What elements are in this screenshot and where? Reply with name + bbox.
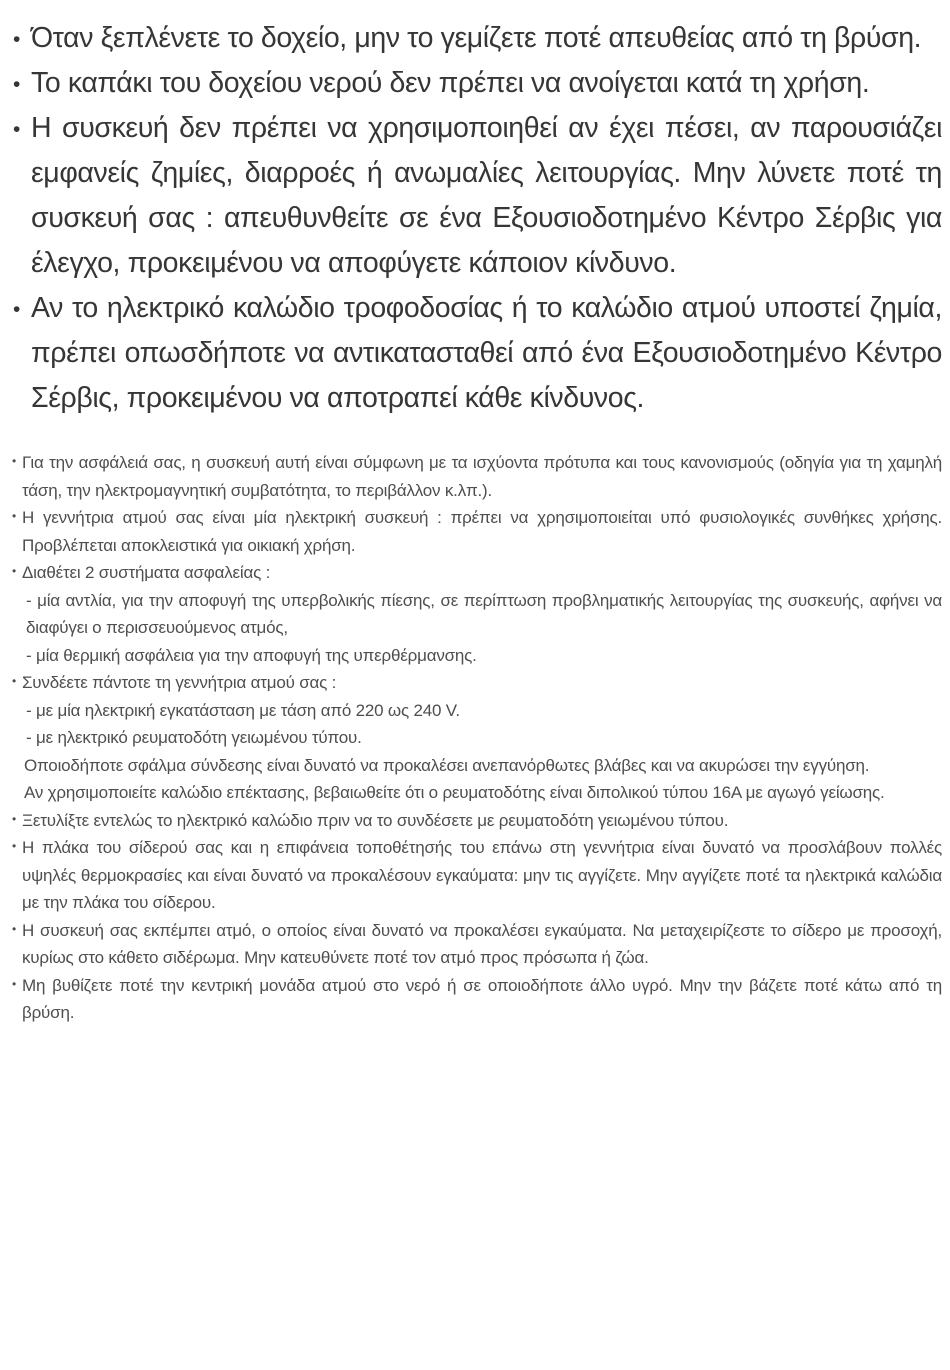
safety-note-text: Για την ασφάλειά σας, η συσκευή αυτή είναι σύμφωνη με τα ισχύοντα πρότυπα και τους κανονισμούς (οδηγία για τη χαμηλή τάση, την ηλεκτρομαγνητική συμβατότητα, το περιβάλλον κ.λπ.).	[22, 453, 942, 500]
safety-note	[12, 834, 942, 917]
safety-note	[12, 917, 942, 972]
safety-note-sub-item	[12, 587, 942, 642]
safety-warnings-section	[12, 16, 942, 421]
safety-note-text: Συνδέετε πάντοτε τη γεννήτρια ατμού σας :	[22, 673, 337, 692]
safety-note-sub-item	[12, 642, 942, 670]
safety-note-text: - με μία ηλεκτρική εγκατάσταση με τάση από 220 ως 240 V.	[26, 700, 460, 720]
bullet-marker: •	[12, 811, 17, 826]
bullet-marker: •	[13, 298, 21, 321]
bullet-marker: •	[13, 28, 21, 51]
safety-note-text: Διαθέτει 2 συστήματα ασφαλείας :	[22, 563, 271, 582]
safety-note-text: Αν χρησιμοποιείτε καλώδιο επέκτασης, βεβαιωθείτε ότι ο ρευματοδότης είναι διπολικού τύπου 16A με αγωγό γείωσης.	[24, 783, 885, 802]
bullet-marker: •	[12, 674, 17, 688]
safety-warning-item	[12, 61, 942, 106]
bullet-marker: •	[12, 564, 17, 578]
safety-note-sub-item	[12, 724, 942, 752]
safety-note-text: Οποιοδήποτε σφάλμα σύνδεσης είναι δυνατό να προκαλέσει ανεπανόρθωτες βλάβες και να ακυρώσει την εγγύηση.	[24, 755, 870, 775]
bullet-marker: •	[12, 976, 17, 991]
safety-note-text: Η συσκευή σας εκπέμπει ατμό, ο οποίος είναι δυνατό να προκαλέσει εγκαύματα. Να μεταχειρίζεστε το σίδερο με προσοχή, κυρίως στο κάθετο σιδέρωμα. Μην κατευθύνετε ποτέ τον ατμό προς πρόσωπα ή ζώα.	[22, 920, 942, 967]
safety-note-text: Η γεννήτρια ατμού σας είναι μία ηλεκτρική συσκευή : πρέπει να χρησιμοποιείται υπό φυσιολογικές συνθήκες χρήσης. Προβλέπεται αποκλειστικά για οικιακή χρήση.	[22, 508, 942, 555]
bullet-marker: •	[13, 118, 21, 141]
safety-warning-text: Η συσκευή δεν πρέπει να χρησιμοποιηθεί αν έχει πέσει, αν παρουσιάζει εμφανείς ζημίες, διαρροές ή ανωμαλίες λειτουργίας. Μην λύνετε ποτέ τη συσκευή σας : απευθυνθείτε σε ένα Εξουσιοδοτημένο Κέντρο Σέρβις για έλεγχο, προκειμένου να αποφύγετε κάποιον κίνδυνο.	[31, 112, 942, 279]
bullet-marker: •	[12, 839, 17, 853]
safety-note	[12, 449, 942, 504]
safety-note-text: - μία αντλία, για την αποφυγή της υπερβολικής πίεσης, σε περίπτωση προβληματικής λειτουργίας της συσκευής, αφήνει να διαφύγει ο περισσευούμενος ατμός,	[26, 590, 942, 637]
bullet-marker: •	[12, 454, 17, 468]
safety-warning-item	[12, 106, 942, 286]
safety-warning-item	[12, 16, 942, 61]
safety-note-continuation	[12, 779, 942, 807]
safety-note-text: Μη βυθίζετε ποτέ την κεντρική μονάδα ατμού στο νερό ή σε οποιοδήποτε άλλο υγρό. Μην την βάζετε ποτέ κάτω από τη βρύση.	[22, 975, 942, 1022]
safety-note	[12, 807, 942, 835]
safety-note-text: Η πλάκα του σίδερού σας και η επιφάνεια τοποθέτησής του επάνω στη γεννήτρια είναι δυνατό να προσλάβουν πολλές υψηλές θερμοκρασίες και είναι δυνατό να προκαλέσουν εγκαύματα: μην τις αγγίζετε. Μην αγγίζετε ποτέ τα ηλεκτρικά καλώδια με την πλάκα του σίδερου.	[22, 838, 942, 912]
bullet-marker: •	[12, 921, 17, 936]
safety-note-text: Ξετυλίξτε εντελώς το ηλεκτρικό καλώδιο πριν να το συνδέσετε με ρευματοδότη γειωμένου τύπου.	[22, 810, 729, 830]
safety-warning-text: Όταν ξεπλένετε το δοχείο, μην το γεμίζετε ποτέ απευθείας από τη βρύση.	[31, 22, 922, 54]
safety-note	[12, 669, 942, 697]
safety-note	[12, 504, 942, 559]
safety-note-continuation	[12, 752, 942, 780]
safety-note	[12, 559, 942, 587]
safety-note-sub-item	[12, 697, 942, 725]
safety-note-text: - με ηλεκτρικό ρευματοδότη γειωμένου τύπου.	[26, 728, 362, 747]
safety-warning-item	[12, 286, 942, 421]
safety-notes-section	[12, 449, 942, 1027]
safety-note-text: - μία θερμική ασφάλεια για την αποφυγή της υπερθέρμανσης.	[26, 645, 477, 665]
safety-warning-text: Το καπάκι του δοχείου νερού δεν πρέπει να ανοίγεται κατά τη χρήση.	[31, 67, 870, 99]
safety-note	[12, 972, 942, 1027]
bullet-marker: •	[12, 509, 17, 523]
bullet-marker: •	[13, 73, 21, 96]
safety-warning-text: Αν το ηλεκτρικό καλώδιο τροφοδοσίας ή το καλώδιο ατμού υποστεί ζημία, πρέπει οπωσδήποτε να αντικατασταθεί από ένα Εξουσιοδοτημένο Κέντρο Σέρβις, προκειμένου να αποτραπεί κάθε κίνδυνος.	[31, 292, 942, 414]
